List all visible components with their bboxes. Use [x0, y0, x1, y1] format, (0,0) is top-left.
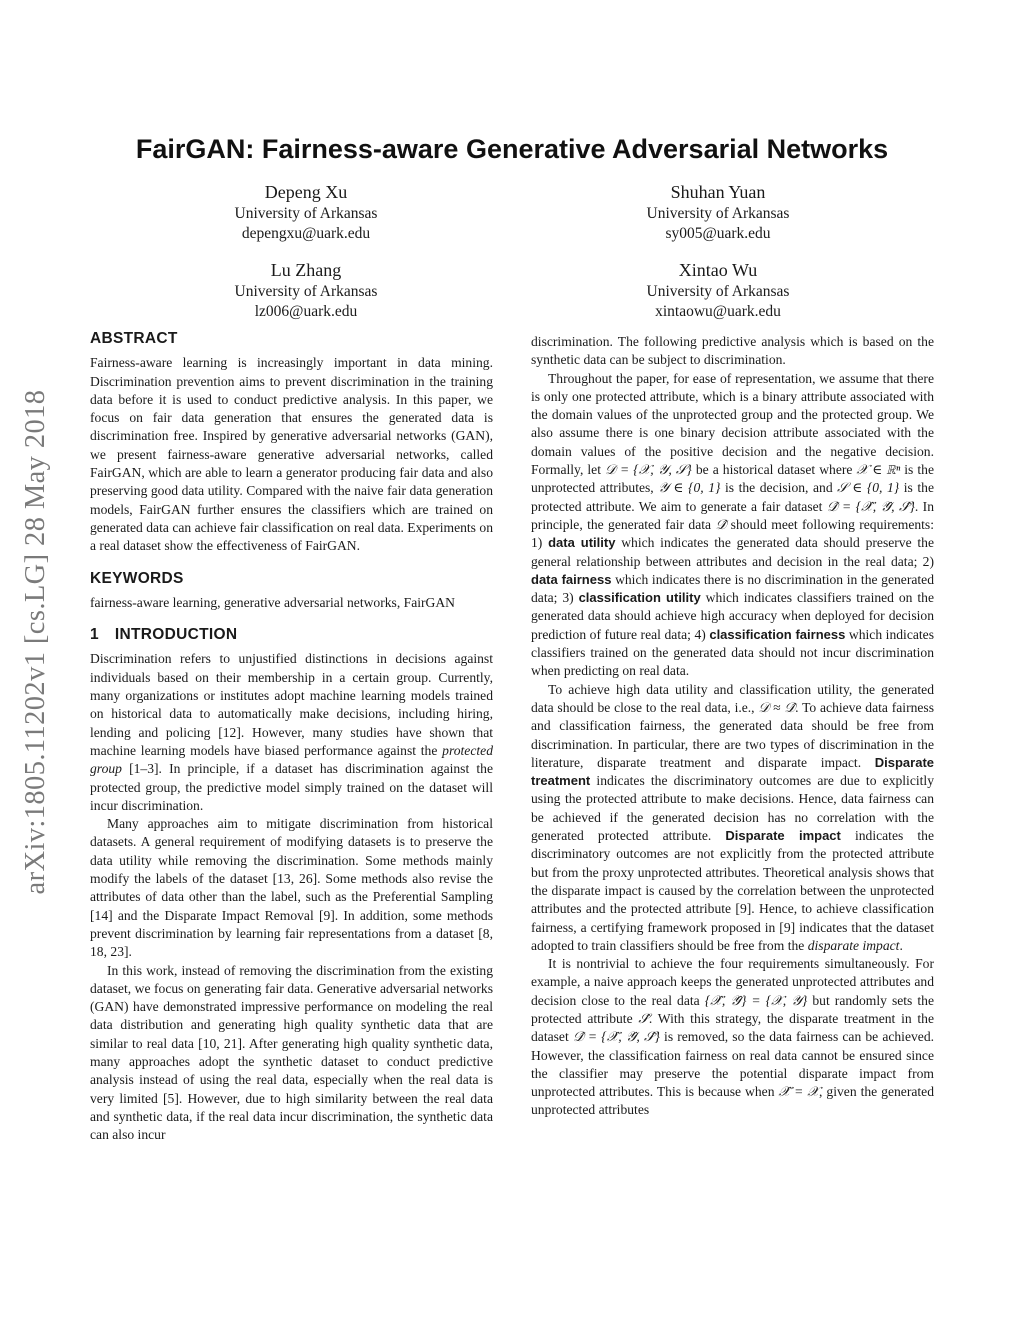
author-email: sy005@uark.edu	[665, 225, 771, 242]
author-name: Xintao Wu	[678, 260, 758, 280]
section-heading	[90, 626, 493, 644]
bold-term: data utility	[548, 535, 616, 551]
author-affiliation: University of Arkansas	[234, 283, 378, 300]
math-expression: 𝒳 ∈ ℝⁿ	[856, 462, 901, 478]
arxiv-identifier-text: arXiv:1805.11202v1 [cs.LG] 28 May 2018	[20, 389, 51, 895]
math-expression: 𝒴 ∈ {0, 1}	[658, 480, 721, 496]
author-block	[156, 180, 456, 244]
math-expression: 𝒟̂ = {𝒳̂, 𝒴̂, 𝒮̂}	[826, 498, 915, 514]
math-expression: 𝒟 = {𝒳, 𝒴, 𝒮}	[605, 462, 692, 478]
section-title: INTRODUCTION	[114, 626, 238, 644]
math-expression: 𝒮 ∈ {0, 1}	[837, 480, 900, 496]
bold-term: classification fairness	[709, 626, 846, 642]
math-expression: 𝒳̂ = 𝒳	[778, 1084, 820, 1100]
body-paragraph: Throughout the paper, for ease of representation, we assume that there is only one protected attribute, which is a binary attribute associated with the domain values of the unprotected group and the protected group. We also assume there is one binary decision attribute associated with the domain values of the positive decision and the negative decision. Formally, let 𝒟 = {𝒳, 𝒴, 𝒮} be a historical dataset where 𝒳 ∈ ℝⁿ is the unprotected attributes, 𝒴 ∈ {0, 1} is the decision, and 𝒮 ∈ {0, 1} is the protected attribute. We aim to generate a fair dataset 𝒟̂ = {𝒳̂, 𝒴̂, 𝒮̂}. In principle, the generated fair data 𝒟̂ should meet following requirements: 1) data utility which indicates the generated data should preserve the general relationship between attributes and decision in the real data; 2) data fairness which indicates there is no discrimination in the generated data; 3) classification utility which indicates classifiers trained on the generated data should achieve high accuracy when deployed for decision prediction of future real data; 4) classification fairness which indicates classifiers trained on the generated data should not incur discrimination when predicting on real data.	[531, 370, 935, 679]
author-email: lz006@uark.edu	[254, 303, 358, 320]
body-paragraph: To achieve high data utility and classification utility, the generated data should be close to the real data, i.e., 𝒟 ≈ 𝒟̂. To achieve data fairness and classification fairness, the generated data should be free from discrimination. In particular, there are two types of discrimination in the literature, disparate treatment and disparate impact. Disparate treatment indicates the discriminatory outcomes are due to explicitly using the protected attribute to make decisions. Hence, data fairness can be achieved if the generated decision has no correlation with the generated protected attribute. Disparate impact indicates the discriminatory outcomes are not explicitly from the protected attribute but from the proxy unprotected attributes. Theoretical analysis shows that the disparate impact is caused by the correlation between the unprotected attributes and the protected attribute [9]. Hence, to achieve classification fairness, a certifying framework proposed in [9] indicates that the dataset adopted to train classifiers should be free from the disparate impact.	[531, 681, 935, 953]
keywords-heading: KEYWORDS	[90, 569, 184, 587]
intro-paragraph: Many approaches aim to mitigate discrimination from historical datasets. A general requirement of modifying datasets is to preserve the data utility while removing the discrimination. Some methods mainly modify the labels of the dataset [13, 26]. Some methods also revise the attributes of data other than the label, such as the Preferential Sampling [14] and the Disparate Impact Removal [9]. In addition, some methods prevent discrimination by learning fair representations from a dataset [8, 18, 23].	[90, 816, 493, 960]
author-affiliation: University of Arkansas	[646, 205, 790, 222]
author-email: xintaowu@uark.edu	[655, 303, 781, 320]
author-name: Lu Zhang	[270, 260, 342, 280]
bold-term: data fairness	[531, 571, 612, 587]
section-number: 1	[90, 626, 99, 644]
intro-paragraph: In this work, instead of removing the discrimination from the existing dataset, we focus on generating fair data. Generative adversarial networks (GAN) have demonstrated impressive performance on modeling the real data distribution and generating high quality synthetic data that are similar to real data [10, 21]. After generating high quality synthetic data, many approaches adopt the synthetic dataset to conduct predictive analysis instead of using the real data, especially when the real data is very limited [5]. However, due to high similarity between the real data and synthetic data, if the real data incur discrimination, the synthetic data can also incur	[90, 962, 493, 1143]
bold-term: classification utility	[578, 590, 701, 606]
bold-term: Disparate impact	[725, 828, 841, 844]
right-column	[531, 333, 934, 1120]
left-column	[90, 330, 493, 1144]
author-affiliation: University of Arkansas	[234, 205, 378, 222]
arxiv-identifier	[6, 345, 66, 940]
math-expression: {𝒳̂, 𝒴̂} = {𝒳, 𝒴}	[704, 992, 808, 1008]
intro-paragraph: Discrimination refers to unjustified distinctions in decisions against individuals based on their membership in a certain group. Currently, many organizations or institutes adopt machine learning models trained on historical data to automatically make decisions, including hiring, lending and policing [12]. However, many studies have shown that machine learning models have biased performance against the protected group [1–3]. In principle, if a dataset has discrimination against the protected group, the predictive model simply trained on the dataset will incur discrimination.	[90, 651, 493, 813]
body-paragraph: It is nontrivial to achieve the four requirements simultaneously. For example, a naive approach keeps the generated unprotected attributes and decision close to the real data {𝒳̂, 𝒴̂} = {𝒳, 𝒴} but randomly sets the protected attribute 𝒮̂. With this strategy, the disparate treatment in the dataset 𝒟̂ = {𝒳̂, 𝒴̂, 𝒮̂} is removed, so the data fairness can be achieved. However, the classification fairness on real data cannot be ensured since the classifier may preserve the potential disparate impact from unprotected attributes. This is because when 𝒳̂ = 𝒳, given the generated unprotected attributes	[531, 956, 935, 1118]
math-expression: 𝒟̂ = {𝒳̂, 𝒴̂, 𝒮̂}	[572, 1029, 660, 1045]
emphasis-text: protected group	[90, 742, 493, 777]
author-block	[568, 258, 868, 322]
math-expression: 𝒮̂	[638, 1010, 649, 1026]
math-expression: 𝒟̂	[715, 516, 727, 532]
body-paragraph: discrimination. The following predictive analysis which is based on the synthetic data can be subject to discrimination.	[531, 334, 934, 368]
abstract-heading: ABSTRACT	[90, 330, 178, 347]
keywords-text: fairness-aware learning, generative adversarial networks, FairGAN	[90, 594, 455, 610]
math-expression: 𝒟 ≈ 𝒟̂	[758, 699, 796, 715]
author-block	[156, 258, 456, 322]
abstract-text: Fairness-aware learning is increasingly important in data mining. Discrimination prevention aims to prevent discrimination in the training data before it is used to conduct predictive analysis. In this paper, we focus on fair data generation that ensures the generated data is discrimination free. Inspired by generative adversarial networks (GAN), we present fairness-aware generative adversarial networks, called FairGAN, which are able to learn a generator producing fair data and also preserving good data utility. Compared with the naive fair data generation models, FairGAN further ensures the classifiers which are trained on generated data can achieve fair classification on real data. Experiments on a real dataset show the effectiveness of FairGAN.	[90, 355, 493, 554]
bold-term: Disparate treatment	[531, 754, 934, 789]
paper-title: FairGAN: Fairness-aware Generative Adversarial Networks	[135, 134, 889, 164]
author-affiliation: University of Arkansas	[646, 283, 790, 300]
emphasis-text: disparate impact	[807, 937, 900, 953]
author-name: Shuhan Yuan	[670, 182, 766, 202]
author-block	[568, 180, 868, 244]
author-name: Depeng Xu	[264, 182, 348, 202]
author-email: depengxu@uark.edu	[241, 225, 371, 242]
